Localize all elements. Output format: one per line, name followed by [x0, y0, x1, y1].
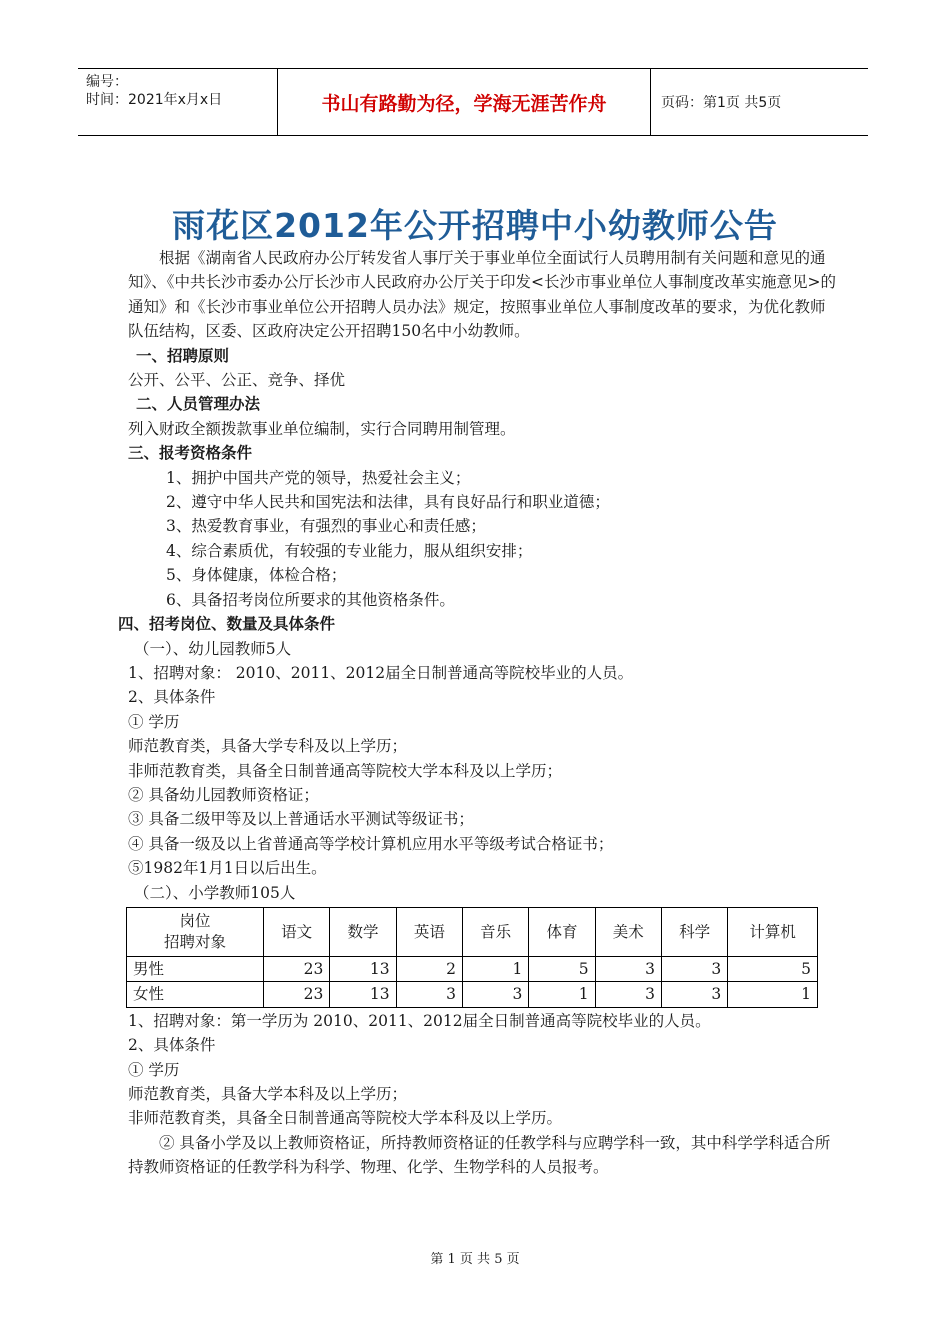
kindergarten-condition: ④ 具备一级及以上省普通高等学校计算机应用水平等级考试合格证书； [128, 834, 614, 853]
document-title: 雨花区2012年公开招聘中小幼教师公告 [172, 206, 778, 245]
table-cell: 3 [595, 982, 661, 1007]
kindergarten-conditions-title: 2、具体条件 [128, 688, 216, 707]
qualification-item: 6、具备招考岗位所要求的其他资格条件。 [166, 590, 455, 609]
table-cell: 5 [529, 956, 595, 981]
table-header-row [127, 907, 818, 956]
section-3-title: 三、报考资格条件 [128, 444, 253, 463]
primary-certificate-condition: ② 具备小学及以上教师资格证，所持教师资格证的任教学科与应聘学科一致，其中科学学科适合所持教师资格证的任教学科为科学、物理、化学、生物学科的人员报考。 [128, 1133, 831, 1177]
kindergarten-heading: （一）、幼儿园教师5人 [134, 639, 292, 658]
corner-label-position: 岗位 [179, 911, 211, 930]
qualification-item: 2、遵守中华人民共和国宪法和法律，具有良好品行和职业道德； [166, 493, 610, 512]
qualification-item: 3、热爱教育事业，有强烈的事业心和责任感； [166, 517, 486, 536]
primary-target: 1、招聘对象：第一学历为 2010、2011、2012届全日制普通高等院校毕业的人员。 [128, 1011, 711, 1030]
primary-conditions-title: 2、具体条件 [128, 1036, 216, 1055]
corner-label-target: 招聘对象 [163, 932, 226, 951]
section-1-text: 公开、公平、公正、竞争、择优 [128, 371, 346, 390]
table-cell: 1 [728, 982, 818, 1007]
header-time: 时间：2021年x月x日 [86, 92, 223, 108]
header-meta [78, 69, 278, 135]
kindergarten-condition: ③ 具备二级甲等及以上普通话水平测试等级证书； [128, 810, 474, 829]
table-column-header: 英语 [396, 907, 462, 956]
qualification-item: 4、综合素质优，有较强的专业能力，服从组织安排； [166, 541, 533, 560]
row-label: 男性 [127, 956, 264, 981]
table-column-header: 计算机 [728, 907, 818, 956]
table-column-header: 语文 [264, 907, 330, 956]
kindergarten-condition: ⑤1982年1月1日以后出生。 [128, 859, 327, 878]
table-row [127, 956, 818, 981]
primary-condition: 非师范教育类，具备全日制普通高等院校大学本科及以上学历。 [128, 1109, 563, 1128]
intro-paragraph: 根据《湖南省人民政府办公厅转发省人事厅关于事业单位全面试行人员聘用制有关问题和意见的通知》、《中共长沙市委办公厅长沙市人民政府办公厅关于印发<长沙市事业单位人事制度改革实施意见>的通知》和《长沙市事业单位公开招聘人员办法》规定，按照事业单位人事制度改革的要求，为优化教师队伍结构，区委、区政府决定公开招聘150名中小幼教师。 [128, 249, 836, 341]
qualification-item: 1、拥护中国共产党的领导，热爱社会主义； [166, 468, 471, 487]
table-cell: 23 [264, 956, 330, 981]
primary-positions-table [126, 907, 818, 1008]
table-row [127, 982, 818, 1007]
primary-heading: （二）、小学教师105人 [134, 883, 296, 902]
serial-number: 编号： [86, 74, 128, 90]
section-2-title: 二、人员管理办法 [136, 395, 261, 414]
primary-condition: ① 学历 [128, 1060, 180, 1079]
kindergarten-condition: 师范教育类，具备大学专科及以上学历； [128, 737, 408, 756]
kindergarten-condition: ② 具备幼儿园教师资格证； [128, 785, 319, 804]
table-cell: 1 [529, 982, 595, 1007]
table-column-header: 音乐 [462, 907, 528, 956]
header-motto: 书山有路勤为径，学海无涯苦作舟 [278, 69, 651, 135]
section-4-title: 四、招考岗位、数量及具体条件 [118, 615, 336, 634]
page-footer: 第 1 页 共 5 页 [430, 1252, 520, 1267]
kindergarten-target: 1、招聘对象： 2010、2011、2012届全日制普通高等院校毕业的人员。 [128, 663, 634, 682]
page-header [78, 68, 868, 136]
row-label: 女性 [127, 982, 264, 1007]
table-cell: 3 [661, 982, 727, 1007]
table-cell: 3 [661, 956, 727, 981]
table-cell: 3 [396, 982, 462, 1007]
table-column-header: 体育 [529, 907, 595, 956]
kindergarten-condition: 非师范教育类，具备全日制普通高等院校大学本科及以上学历； [128, 761, 563, 780]
section-1-title: 一、招聘原则 [136, 346, 230, 365]
table-cell: 3 [595, 956, 661, 981]
qualification-item: 5、身体健康，体检合格； [166, 566, 347, 585]
table-cell: 23 [264, 982, 330, 1007]
table-corner-cell [127, 907, 264, 956]
table-cell: 1 [462, 956, 528, 981]
table-cell: 13 [330, 956, 396, 981]
table-cell: 5 [728, 956, 818, 981]
table-cell: 13 [330, 982, 396, 1007]
table-cell: 3 [462, 982, 528, 1007]
table-cell: 2 [396, 956, 462, 981]
table-column-header: 数学 [330, 907, 396, 956]
document-body [118, 246, 840, 1180]
kindergarten-condition: ① 学历 [128, 712, 180, 731]
table-column-header: 美术 [595, 907, 661, 956]
section-2-text: 列入财政全额拨款事业单位编制，实行合同聘用制管理。 [128, 419, 516, 438]
primary-condition: 师范教育类，具备大学本科及以上学历； [128, 1085, 408, 1103]
table-column-header: 科学 [661, 907, 727, 956]
header-page-number: 页码：第1页 共5页 [661, 95, 782, 111]
